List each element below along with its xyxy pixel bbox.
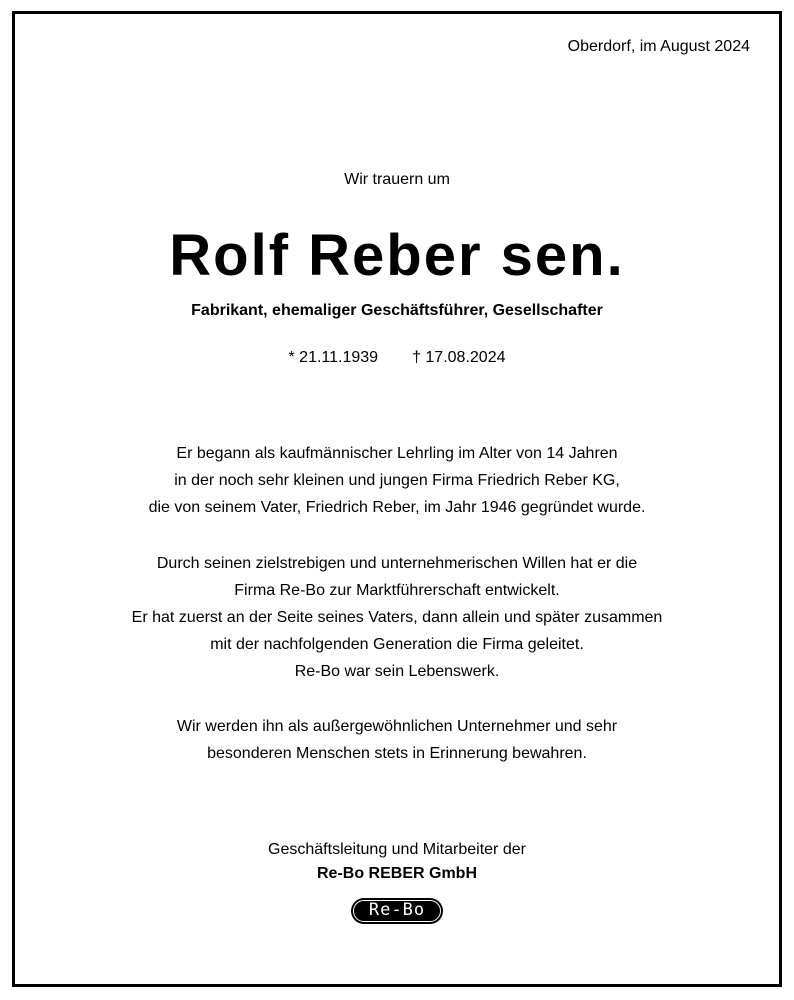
paragraph-achievements bbox=[0, 550, 794, 685]
paragraph-line: besonderen Menschen stets in Erinnerung bewahren. bbox=[207, 745, 587, 762]
paragraph-line: Re-Bo war sein Lebenswerk. bbox=[294, 663, 500, 680]
death-date: † 17.08.2024 bbox=[412, 349, 506, 366]
place-date: Oberdorf, im August 2024 bbox=[567, 38, 750, 55]
birth-date: * 21.11.1939 bbox=[288, 349, 379, 366]
company-name: Re-Bo REBER GmbH bbox=[316, 865, 477, 882]
deceased-name: Rolf Reber sen. bbox=[169, 223, 625, 288]
paragraph-remembrance bbox=[0, 713, 794, 767]
paragraph-line: Er hat zuerst an der Seite seines Vaters, dann allein und später zusammen bbox=[131, 609, 663, 626]
paragraph-line: in der noch sehr kleinen und jungen Firma Friedrich Reber KG, bbox=[174, 472, 620, 489]
paragraph-line: die von seinem Vater, Friedrich Reber, im Jahr 1946 gegründet wurde. bbox=[148, 499, 646, 516]
paragraph-line: Durch seinen zielstrebigen und unternehmerischen Willen hat er die bbox=[156, 555, 638, 572]
signature-line: Geschäftsleitung und Mitarbeiter der bbox=[268, 841, 526, 858]
life-dates bbox=[0, 348, 794, 368]
deceased-role: Fabrikant, ehemaliger Geschäftsführer, Gesellschafter bbox=[191, 302, 603, 319]
paragraph-line: mit der nachfolgenden Generation die Firma geleitet. bbox=[210, 636, 584, 653]
company-logo-text: Re-Bo bbox=[353, 900, 441, 922]
company-logo bbox=[351, 898, 443, 924]
paragraph-line: Wir werden ihn als außergewöhnlichen Unternehmer und sehr bbox=[176, 718, 618, 735]
paragraph-line: Firma Re-Bo zur Marktführerschaft entwickelt. bbox=[234, 582, 560, 599]
paragraph-career-start bbox=[0, 440, 794, 521]
paragraph-line: Er begann als kaufmännischer Lehrling im Alter von 14 Jahren bbox=[176, 445, 618, 462]
intro-text: Wir trauern um bbox=[344, 171, 450, 188]
